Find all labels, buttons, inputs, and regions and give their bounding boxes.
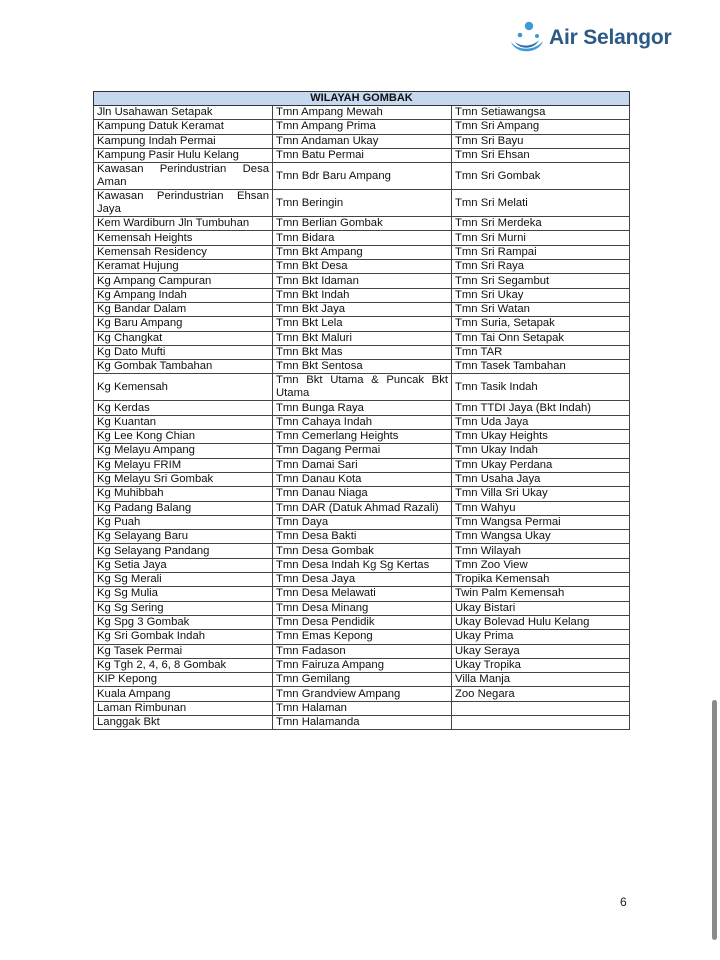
table-cell: Tmn Tasek Tambahan [452,360,630,374]
table-cell: Tmn Bidara [273,231,452,245]
table-cell: Kg Sg Sering [94,601,273,615]
table-cell: Kg Kuantan [94,415,273,429]
table-cell: KIP Kepong [94,673,273,687]
table-cell: Tmn Ukay Perdana [452,458,630,472]
table-cell: Tmn Sri Ampang [452,120,630,134]
table-cell: Ukay Prima [452,630,630,644]
table-cell: Ukay Bistari [452,601,630,615]
table-cell: Tmn Bkt Ampang [273,245,452,259]
table-cell: Tmn Bkt Desa [273,260,452,274]
table-cell: Kg Selayang Baru [94,530,273,544]
table-cell: Kg Melayu FRIM [94,458,273,472]
table-cell: Tmn TAR [452,345,630,359]
table-cell: Kg Dato Mufti [94,345,273,359]
table-row [94,644,630,658]
table-cell: Langgak Bkt [94,715,273,729]
table-cell: Keramat Hujung [94,260,273,274]
table-cell: Tmn Sri Murni [452,231,630,245]
table-cell: Tmn Andaman Ukay [273,134,452,148]
table-cell: Kg Tasek Permai [94,644,273,658]
table-cell: Tmn Bkt Utama & Puncak Bkt Utama [273,374,452,401]
table-row [94,415,630,429]
table-row [94,134,630,148]
table-row [94,245,630,259]
table-row [94,673,630,687]
table-row [94,587,630,601]
table-cell: Tmn Desa Bakti [273,530,452,544]
table-cell: Tropika Kemensah [452,573,630,587]
table-cell: Tmn Ukay Indah [452,444,630,458]
table-row [94,288,630,302]
table-cell: Tmn Zoo View [452,558,630,572]
table-cell: Tmn Sri Ukay [452,288,630,302]
table-row [94,260,630,274]
table-cell: Kawasan Perindustrian Ehsan Jaya [94,190,273,217]
table-row [94,217,630,231]
table-cell: Tmn Bkt Sentosa [273,360,452,374]
table-row [94,458,630,472]
table-row [94,615,630,629]
table-cell [452,715,630,729]
table-cell: Tmn Desa Pendidik [273,615,452,629]
table-cell: Tmn Danau Kota [273,472,452,486]
table-cell: Tmn Wangsa Ukay [452,530,630,544]
table-header-row [94,92,630,106]
table-cell: Kg Tgh 2, 4, 6, 8 Gombak [94,658,273,672]
table-row [94,401,630,415]
table-cell: Zoo Negara [452,687,630,701]
table-cell: Kg Bandar Dalam [94,302,273,316]
table-row [94,302,630,316]
table-row [94,573,630,587]
table-row [94,148,630,162]
table-cell: Tmn Sri Watan [452,302,630,316]
table-cell: Tmn Sri Ehsan [452,148,630,162]
table-row [94,515,630,529]
table-cell: Tmn Cemerlang Heights [273,430,452,444]
table-cell: Kg Selayang Pandang [94,544,273,558]
scrollbar[interactable] [712,700,717,940]
table-cell: Kg Lee Kong Chian [94,430,273,444]
table-row [94,430,630,444]
table-cell: Kg Melayu Sri Gombak [94,472,273,486]
table-cell: Tmn Sri Bayu [452,134,630,148]
table-row [94,472,630,486]
table-cell: Kampung Pasir Hulu Kelang [94,148,273,162]
table-cell: Tmn Beringin [273,190,452,217]
table-cell: Tmn Sri Melati [452,190,630,217]
table-cell: Kg Kemensah [94,374,273,401]
table-cell: Tmn Fadason [273,644,452,658]
table-cell: Laman Rimbunan [94,701,273,715]
table-cell: Kampung Datuk Keramat [94,120,273,134]
table-cell: Tmn Dagang Permai [273,444,452,458]
table-cell: Tmn Danau Niaga [273,487,452,501]
table-cell: Kemensah Heights [94,231,273,245]
table-cell: Tmn Bunga Raya [273,401,452,415]
table-cell: Tmn Sri Merdeka [452,217,630,231]
table-cell: Tmn Tasik Indah [452,374,630,401]
table-cell: Ukay Tropika [452,658,630,672]
table-row [94,360,630,374]
table-cell: Tmn Villa Sri Ukay [452,487,630,501]
table-cell: Tmn TTDI Jaya (Bkt Indah) [452,401,630,415]
table-cell: Kg Melayu Ampang [94,444,273,458]
table-row [94,106,630,120]
table-cell: Tmn Desa Melawati [273,587,452,601]
table-row [94,345,630,359]
table-cell: Kg Sri Gombak Indah [94,630,273,644]
table-cell: Tmn Sri Rampai [452,245,630,259]
table-cell: Tmn Ukay Heights [452,430,630,444]
table-cell: Tmn Wangsa Permai [452,515,630,529]
wilayah-gombak-table [93,91,630,730]
table-cell: Tmn Bkt Mas [273,345,452,359]
table-cell: Kg Gombak Tambahan [94,360,273,374]
table-row [94,274,630,288]
table-cell: Ukay Bolevad Hulu Kelang [452,615,630,629]
table-cell: Kem Wardiburn Jln Tumbuhan [94,217,273,231]
table-cell: Kawasan Perindustrian Desa Aman [94,163,273,190]
table-cell: Tmn Bdr Baru Ampang [273,163,452,190]
table-cell: Tmn Grandview Ampang [273,687,452,701]
table-cell: Ukay Seraya [452,644,630,658]
table-cell: Kg Ampang Campuran [94,274,273,288]
table-cell: Tmn Emas Kepong [273,630,452,644]
table-cell: Tmn Bkt Maluri [273,331,452,345]
table-cell: Tmn Ampang Prima [273,120,452,134]
table-cell: Kg Setia Jaya [94,558,273,572]
table-cell: Tmn Batu Permai [273,148,452,162]
table-cell: Tmn Desa Jaya [273,573,452,587]
table-cell: Tmn Setiawangsa [452,106,630,120]
table-cell: Twin Palm Kemensah [452,587,630,601]
table-row [94,374,630,401]
table-row [94,163,630,190]
table-row [94,487,630,501]
brand-name: Air Selangor [549,26,672,49]
table-cell: Tmn Fairuza Ampang [273,658,452,672]
table-cell: Kuala Ampang [94,687,273,701]
table-row [94,317,630,331]
table-cell: Tmn Sri Gombak [452,163,630,190]
table-cell: Kg Muhibbah [94,487,273,501]
table-body [94,106,630,730]
table-cell: Tmn Bkt Indah [273,288,452,302]
table-row [94,715,630,729]
table-cell: Kg Sg Mulia [94,587,273,601]
table-cell: Tmn Uda Jaya [452,415,630,429]
table-cell: Kg Ampang Indah [94,288,273,302]
table-cell: Tmn DAR (Datuk Ahmad Razali) [273,501,452,515]
table-cell: Tmn Desa Gombak [273,544,452,558]
table-row [94,601,630,615]
table-cell: Tmn Tai Onn Setapak [452,331,630,345]
table-row [94,558,630,572]
table-row [94,444,630,458]
table-cell: Kemensah Residency [94,245,273,259]
table-row [94,120,630,134]
table-cell: Tmn Gemilang [273,673,452,687]
table-row [94,701,630,715]
table-cell: Kg Kerdas [94,401,273,415]
table-cell: Tmn Halaman [273,701,452,715]
water-drop-splash-icon [508,20,546,56]
table-row [94,530,630,544]
table-cell: Kg Sg Merali [94,573,273,587]
table-cell: Tmn Cahaya Indah [273,415,452,429]
air-selangor-logo [508,20,671,56]
table-cell: Tmn Halamanda [273,715,452,729]
table-cell: Tmn Ampang Mewah [273,106,452,120]
table-cell: Tmn Berlian Gombak [273,217,452,231]
table-cell: Tmn Usaha Jaya [452,472,630,486]
table-cell: Tmn Sri Raya [452,260,630,274]
table-row [94,544,630,558]
table-row [94,190,630,217]
table-cell: Kg Puah [94,515,273,529]
table-cell: Tmn Sri Segambut [452,274,630,288]
table-cell: Tmn Suria, Setapak [452,317,630,331]
table-cell: Tmn Wilayah [452,544,630,558]
table-cell: Kg Baru Ampang [94,317,273,331]
table-cell: Tmn Bkt Lela [273,317,452,331]
page-number: 6 [620,895,627,909]
table-row [94,501,630,515]
table-cell: Jln Usahawan Setapak [94,106,273,120]
table-row [94,658,630,672]
table-cell: Kampung Indah Permai [94,134,273,148]
table-cell: Tmn Bkt Jaya [273,302,452,316]
table-cell: Tmn Daya [273,515,452,529]
table-cell: Tmn Wahyu [452,501,630,515]
table-cell: Tmn Desa Indah Kg Sg Kertas [273,558,452,572]
table-cell: Tmn Desa Minang [273,601,452,615]
table-row [94,630,630,644]
table-row [94,687,630,701]
table-title: WILAYAH GOMBAK [94,92,630,106]
table-cell: Kg Padang Balang [94,501,273,515]
table-cell: Tmn Bkt Idaman [273,274,452,288]
table-cell: Tmn Damai Sari [273,458,452,472]
table-cell: Kg Spg 3 Gombak [94,615,273,629]
table-cell [452,701,630,715]
table-cell: Kg Changkat [94,331,273,345]
table-cell: Villa Manja [452,673,630,687]
table-row [94,331,630,345]
table-row [94,231,630,245]
